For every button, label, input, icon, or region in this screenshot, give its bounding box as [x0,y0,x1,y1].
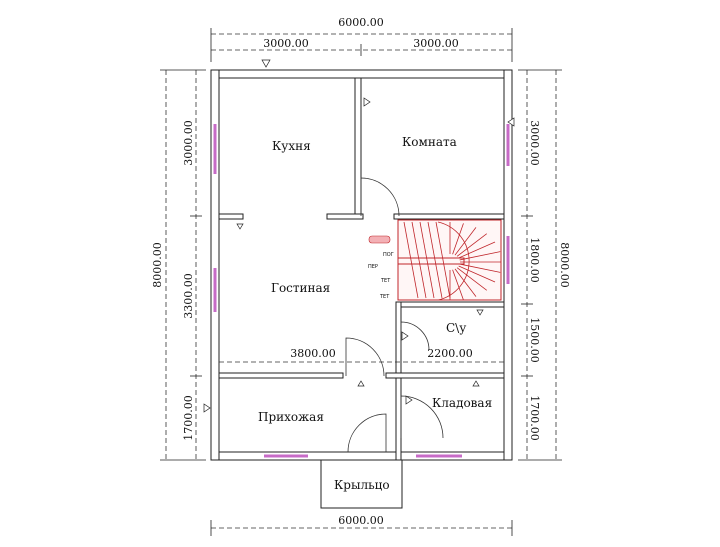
dim-right-total: 8000.00 [558,242,571,288]
wall-living-hall-left [219,373,343,378]
stair-label-top: ПОГ [383,252,394,258]
wall-kitchen-living-stub [219,214,243,219]
dim-right-second: 1800.00 [528,237,541,283]
dim-top-left: 3000.00 [263,37,309,50]
room-label-porch: Крыльцо [334,478,390,492]
dim-bottom-total: 6000.00 [338,514,384,527]
room-label-living: Гостиная [271,281,331,295]
dim-right-lower: 1700.00 [528,395,541,441]
wall-room-stair [394,214,504,219]
marker-room [364,98,370,106]
stair-tag [369,236,390,243]
dim-right-upper: 3000.00 [528,120,541,166]
marker-living [237,224,243,229]
dim-left-middle: 3300.00 [182,273,195,319]
wall-top [211,70,512,78]
door-entrance [348,414,386,452]
wall-kitchen-room [355,78,361,216]
wall-bath-storage-left [396,302,401,460]
dim-inner-left: 3800.00 [290,347,336,360]
door-living-hall [346,338,384,376]
marker-top [262,60,270,67]
dim-top-total: 6000.00 [338,16,384,29]
stair-label-bottom: ТЕТ [380,294,390,300]
marker-left [204,404,210,412]
staircase [369,220,501,300]
dim-left-lower: 1700.00 [182,395,195,441]
room-label-bathroom: С\у [446,321,467,335]
wall-stair-bath [396,302,504,307]
dim-top-right: 3000.00 [413,37,459,50]
marker-storage [473,381,479,386]
stair-label-low: ТЕТ [381,278,391,284]
room-label-kitchen: Кухня [272,139,311,153]
marker-bath [477,310,483,315]
room-label-storage: Кладовая [432,396,493,410]
wall-living-top-middle [327,214,363,219]
room-label-hall: Прихожая [258,410,324,424]
dim-inner-right: 2200.00 [427,347,473,360]
wall-bottom [211,452,512,460]
marker-bath-door [402,332,408,340]
wall-living-hall-right [386,373,504,378]
stair-label-mid: ПЕР [368,264,378,270]
dim-left-upper: 3000.00 [182,120,195,166]
dim-right-third: 1500.00 [528,317,541,363]
room-label-room: Комната [402,135,457,149]
marker-hall [358,381,364,386]
dim-left-total: 8000.00 [151,242,164,288]
door-room [361,178,399,216]
